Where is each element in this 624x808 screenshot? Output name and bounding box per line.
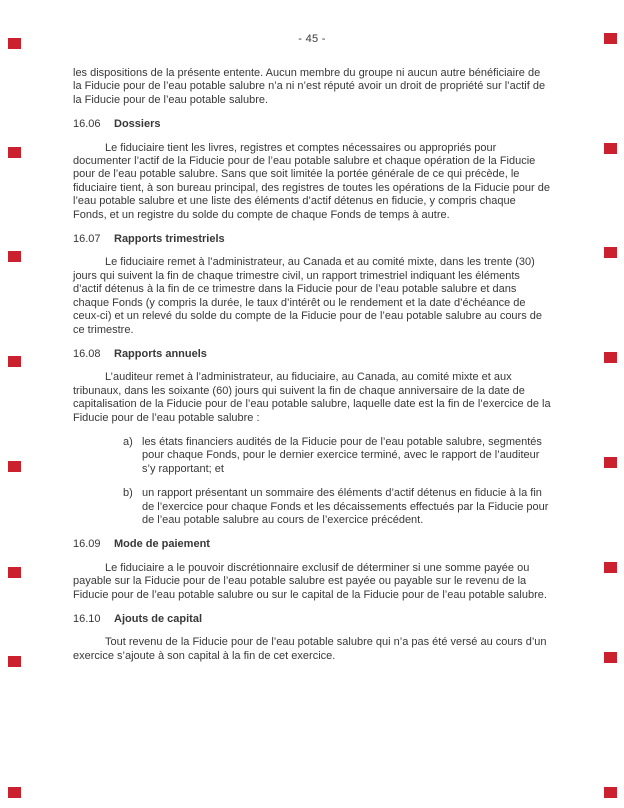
section-number: 16.08 — [73, 347, 101, 360]
document-content — [73, 67, 551, 663]
red-edge-mark — [8, 147, 21, 158]
section-paragraph: Le fiduciaire a le pouvoir discrétionnaire exclusif de déterminer si une somme payée ou payable sur la Fiducie pour de l’eau potable salubre est payée ou payable sur le revenu de la Fiducie pour de l’eau potable salubre ou sur le capital de la Fiducie pour de l’eau potable salubre. — [73, 561, 547, 601]
red-edge-mark — [8, 38, 21, 49]
section — [73, 118, 551, 222]
paragraph-continuation: les dispositions de la présente entente. Aucun membre du groupe ni aucun autre bénéficiaire de la Fiducie pour de l’eau potable salubre n’a ni n’est réputé avoir un droit de propriété sur l’actif de la Fiducie pour de l’eau potable salubre. — [73, 67, 546, 106]
section — [73, 348, 551, 527]
section — [73, 613, 551, 663]
section-title: Ajouts de capital — [114, 613, 203, 625]
red-edge-mark — [604, 143, 617, 154]
page-number: - 45 - — [298, 33, 326, 45]
section-number: 16.09 — [73, 538, 101, 551]
red-edge-mark — [604, 652, 617, 663]
section-heading — [73, 538, 551, 551]
section — [73, 233, 551, 337]
red-edge-mark — [8, 356, 21, 367]
red-edge-mark — [604, 787, 617, 798]
red-edge-mark — [604, 247, 617, 258]
section-title: Rapports annuels — [114, 347, 207, 360]
section-heading — [73, 233, 551, 246]
list-item-text: les états financiers audités de la Fiducie pour de l’eau potable salubre, segmentés pour chaque Fonds, pour le dernier exercice terminé, avec le rapport de l’auditeur s’y rapportant; et — [142, 435, 542, 475]
red-edge-mark — [8, 787, 21, 798]
list-item — [73, 487, 551, 527]
red-edge-mark — [604, 352, 617, 363]
section-title: Dossiers — [114, 118, 161, 131]
list-item — [73, 436, 551, 476]
red-edge-mark — [8, 567, 21, 578]
section-heading — [73, 348, 551, 361]
red-edge-mark — [604, 457, 617, 468]
section-paragraph: Le fiduciaire remet à l’administrateur, au Canada et au comité mixte, dans les trente (30) jours qui suivent la fin de chaque trimestre civil, un rapport trimestriel indiquant les éléments d’actif détenus à la fin de ce trimestre dans la Fiducie pour de l’eau potable salubre et dans chaque Fonds (y compris la durée, le taux d’intérêt ou le rendement et la date d’échéance de ceux-ci) et un relevé du solde du compte de la Fiducie pour de l’eau potable salubre au cours de ce trimestre. — [73, 256, 543, 336]
section-title: Rapports trimestriels — [114, 233, 225, 246]
section-number: 16.10 — [73, 613, 101, 625]
red-edge-mark — [8, 656, 21, 667]
section-number: 16.06 — [73, 118, 101, 131]
list-item-label: b) — [123, 487, 133, 500]
section-paragraph: Le fiduciaire tient les livres, registres et comptes nécessaires ou appropriés pour documenter l’actif de la Fiducie pour de l’eau potable salubre et chaque opération de la Fiducie pour de l’eau potable salubre. Sans que soit limitée la portée générale de ce qui précède, le fiduciaire tient, à son bureau principal, des registres de toutes les opérations de la Fiducie pour de l’eau potable salubre et une liste des éléments d’actif détenus en fiducie, y compris chaque Fonds, et un registre du solde du compte de chaque Fonds de temps à autre. — [73, 141, 550, 221]
red-edge-mark — [604, 562, 617, 573]
section — [73, 538, 551, 602]
red-edge-mark — [8, 461, 21, 472]
red-edge-mark — [604, 33, 617, 44]
section-heading — [73, 118, 551, 131]
section-paragraph: L’auditeur remet à l’administrateur, au fiduciaire, au Canada, au comité mixte et aux tribunaux, dans les soixante (60) jours qui suivent la fin de chaque anniversaire de la date de capitalisation de la Fiducie pour de l’eau potable salubre, laquelle date est la fin de l’exercice de la Fiducie pour de l’eau potable salubre : — [73, 371, 551, 424]
sections-container — [73, 118, 551, 663]
section-heading — [73, 613, 551, 626]
list-item-label: a) — [123, 435, 133, 448]
red-edge-mark — [8, 251, 21, 262]
list-item-text: un rapport présentant un sommaire des éléments d’actif détenus en fiducie à la fin de l’exercice pour chaque Fonds et les décaissements effectués par la Fiducie pour de l’eau potable salubre au cours de l’exercice précédent. — [142, 487, 549, 526]
section-paragraph: Tout revenu de la Fiducie pour de l’eau potable salubre qui n’a pas été versé au cours d’un exercice s’ajoute à son capital à la fin de cet exercice. — [73, 636, 547, 662]
section-title: Mode de paiement — [114, 538, 210, 551]
section-number: 16.07 — [73, 233, 101, 246]
